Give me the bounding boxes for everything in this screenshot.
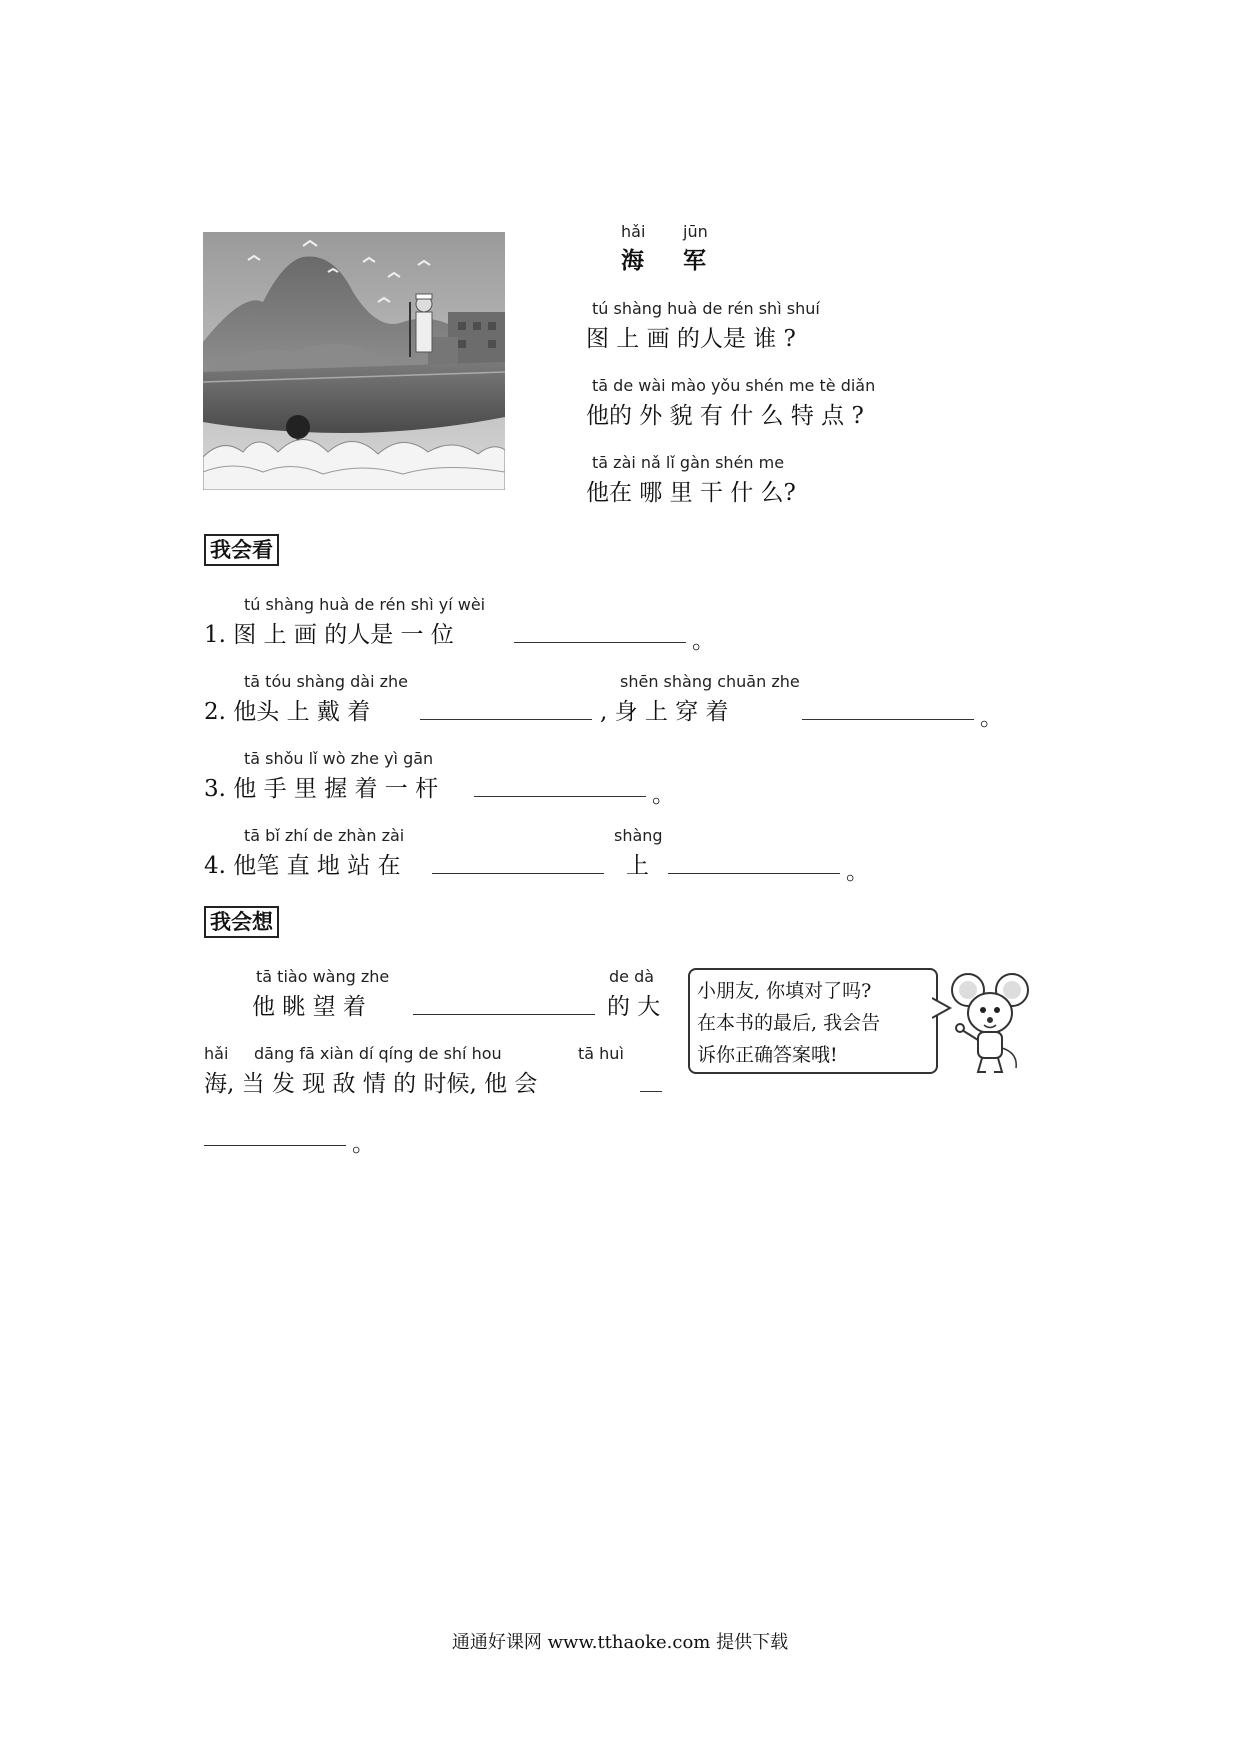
think-line-1-blank[interactable] (413, 1014, 595, 1015)
think-line-1-pinyin-b: de dà (609, 967, 655, 986)
bubble-line-3: 诉你正确答案哦! (697, 1044, 838, 1066)
item-4-text-a: 4. 他笔 直 地 站 在 (204, 853, 401, 879)
item-1-blank[interactable] (514, 642, 686, 643)
item-4-end: 。 (846, 859, 869, 885)
section-think-label: 我会想 (204, 906, 279, 938)
think-line-1-text-b: 的 大 (607, 994, 661, 1020)
item-1-end: 。 (692, 628, 715, 654)
item-2-pinyin-a: tā tóu shàng dài zhe (244, 672, 408, 691)
navy-sailor-ship-image (203, 232, 505, 490)
think-line-3-end: 。 (352, 1131, 375, 1157)
item-3-end: 。 (652, 782, 675, 808)
item-4-blank-a[interactable] (432, 873, 604, 874)
item-2-blank-a[interactable] (420, 719, 592, 720)
bubble-line-2: 在本书的最后, 我会告 (697, 1012, 881, 1034)
question-2-text: 他的 外 貌 有 什 么 特 点 ? (586, 403, 864, 429)
question-1-text: 图 上 画 的人是 谁 ? (586, 326, 796, 352)
section-look-label: 我会看 (204, 534, 279, 566)
item-4-blank-b[interactable] (668, 873, 840, 874)
think-line-2-pinyin-3: tā huì (578, 1044, 624, 1063)
item-2-end: 。 (980, 705, 1003, 731)
think-line-2-pinyin-1: hǎi (204, 1044, 229, 1063)
item-4-pinyin-a: tā bǐ zhí de zhàn zài (244, 826, 405, 845)
think-line-2-text: 海, 当 发 现 敌 情 的 时候, 他 会 (204, 1071, 538, 1097)
item-4-text-b: 上 (626, 853, 649, 879)
question-3-pinyin: tā zài nǎ lǐ gàn shén me (592, 453, 785, 472)
title-pinyin-1: hǎi (621, 222, 646, 241)
title-char-1: 海 (621, 248, 644, 274)
think-line-1-pinyin-a: tā tiào wàng zhe (256, 967, 390, 986)
title-char-2: 军 (683, 248, 706, 274)
title-pinyin-2: jūn (683, 222, 708, 241)
item-4-pinyin-b: shàng (614, 826, 663, 845)
item-3-blank[interactable] (474, 796, 646, 797)
navy-illustration (203, 232, 505, 490)
question-3-text: 他在 哪 里 干 什 么? (586, 480, 796, 506)
think-line-3-blank[interactable] (204, 1145, 346, 1146)
item-2-text-b: , 身 上 穿 着 (600, 699, 729, 725)
question-1-pinyin: tú shàng huà de rén shì shuí (592, 299, 820, 318)
item-2-pinyin-b: shēn shàng chuān zhe (620, 672, 800, 691)
think-line-2-pinyin-2: dāng fā xiàn dí qíng de shí hou (254, 1044, 502, 1063)
mouse-mascot-icon (938, 968, 1038, 1078)
item-2-blank-b[interactable] (802, 719, 974, 720)
item-2-text-a: 2. 他头 上 戴 着 (204, 699, 371, 725)
bubble-line-1: 小朋友, 你填对了吗? (697, 980, 872, 1002)
item-3-text: 3. 他 手 里 握 着 一 杆 (204, 776, 439, 802)
think-line-1-text-a: 他 眺 望 着 (252, 994, 366, 1020)
item-3-pinyin: tā shǒu lǐ wò zhe yì gān (244, 749, 434, 768)
item-1-text: 1. 图 上 画 的人是 一 位 (204, 622, 454, 648)
question-2-pinyin: tā de wài mào yǒu shén me tè diǎn (592, 376, 876, 395)
think-line-2-blank[interactable] (640, 1091, 662, 1092)
item-1-pinyin: tú shàng huà de rén shì yí wèi (244, 595, 486, 614)
footer-text: 通通好课网 www.tthaoke.com 提供下载 (451, 1632, 789, 1653)
